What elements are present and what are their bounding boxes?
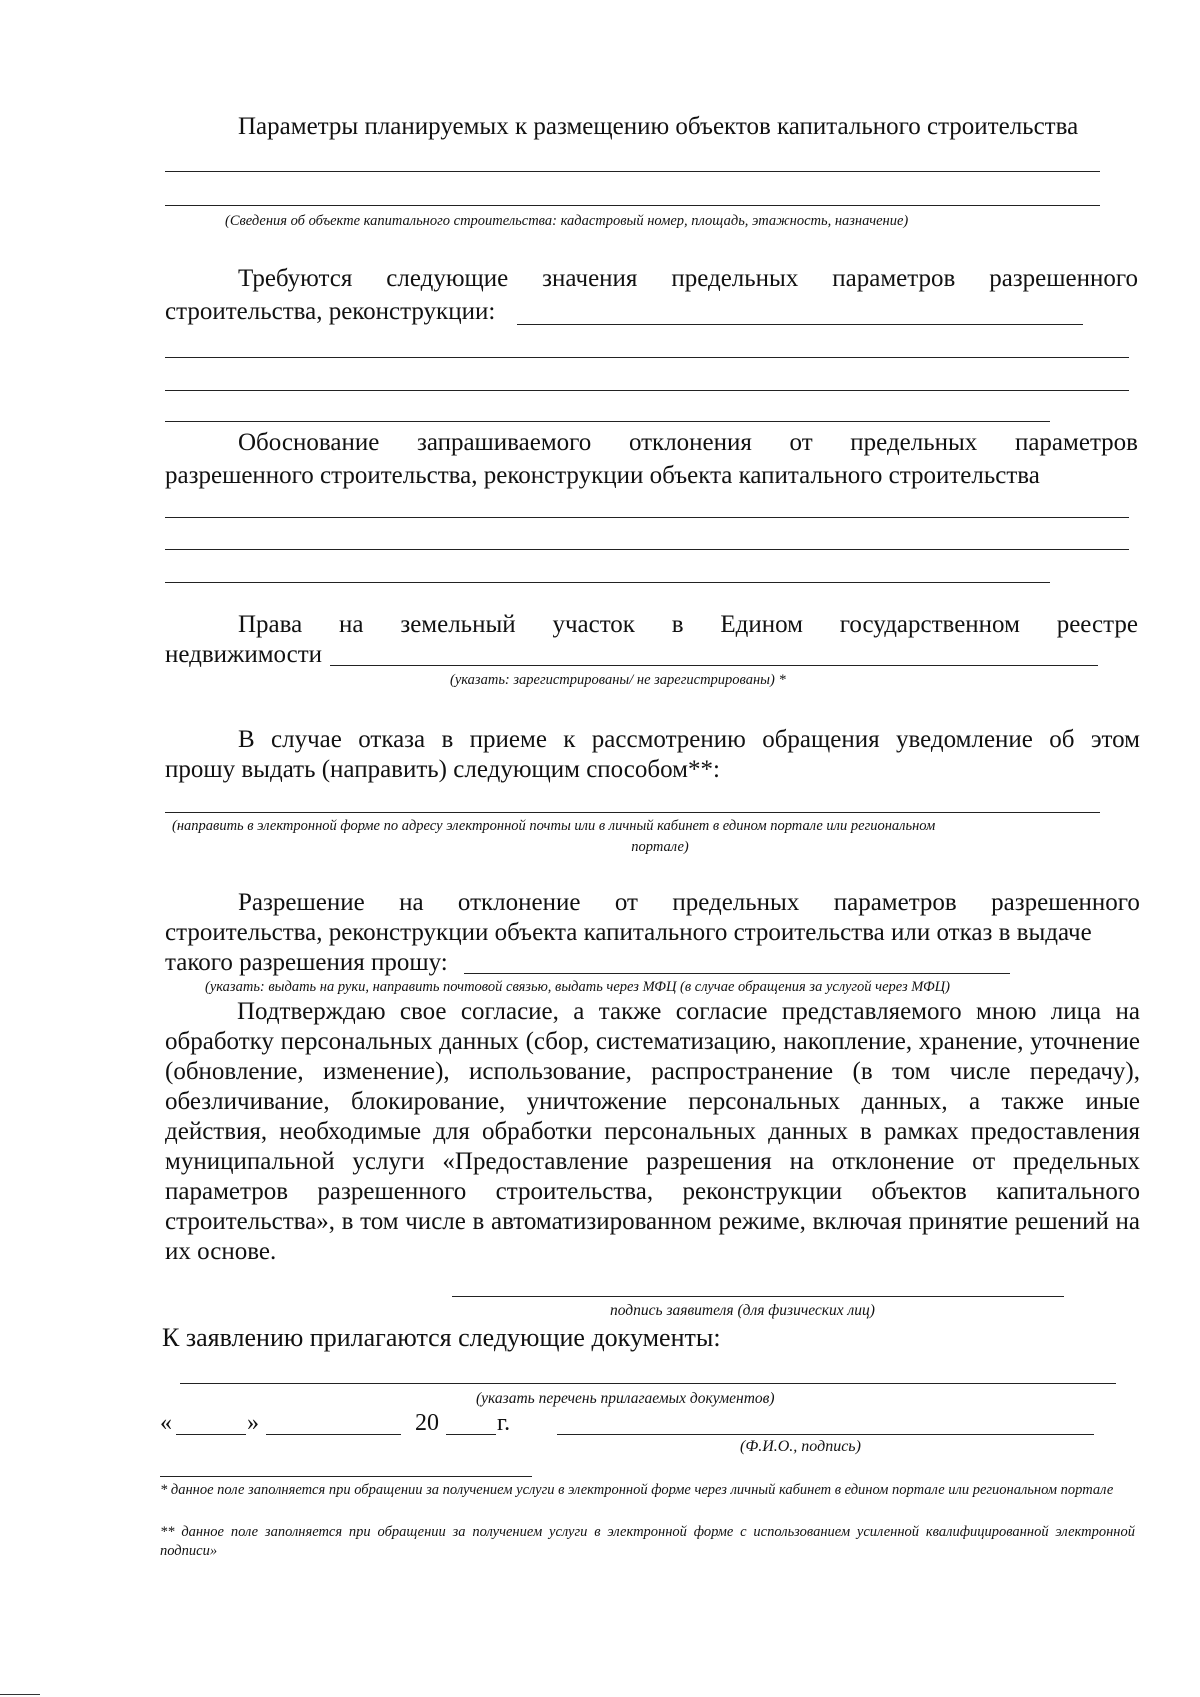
permission-line3: такого разрешения прошу: — [165, 949, 448, 976]
word: на — [339, 611, 364, 638]
word: параметров — [1014, 429, 1138, 456]
fio-note: (Ф.И.О., подпись) — [740, 1438, 861, 1455]
word: Обоснование — [238, 429, 380, 456]
refusal-line1 — [238, 725, 1140, 755]
footnote-1: * данное поле заполняется при обращении за получением услуги в электронной форме через личный кабинет в едином портале или региональном портале — [160, 1482, 1114, 1498]
word: на — [399, 889, 424, 916]
date-open-quote: « — [160, 1410, 172, 1436]
fill-line — [165, 549, 1129, 550]
word: государственном — [839, 611, 1020, 638]
required-line2: строительства, реконструкции: — [165, 298, 496, 325]
word: следующие — [386, 265, 509, 292]
word: значения — [542, 265, 638, 292]
fio-line — [557, 1434, 1094, 1435]
word: предельных — [850, 429, 978, 456]
word: от — [614, 889, 638, 916]
rights-note: (указать: зарегистрированы/ не зарегистрированы) * — [450, 672, 786, 688]
word: предельных — [671, 265, 799, 292]
fill-line — [165, 205, 1100, 206]
fill-line — [165, 517, 1129, 518]
word: в — [671, 611, 684, 638]
date-year-line — [446, 1434, 496, 1435]
fill-line — [330, 665, 1098, 666]
fill-line — [165, 357, 1129, 358]
word: отклонения — [628, 429, 752, 456]
refusal-text: В случае отказа в приеме к рассмотрению обращения уведомление об этом — [238, 726, 1140, 753]
fill-line — [517, 324, 1083, 325]
signature-line — [452, 1296, 1064, 1297]
word: участок — [552, 611, 635, 638]
attachments-heading: К заявлению прилагаются следующие документы: — [162, 1323, 721, 1352]
date-close-quote: » — [247, 1410, 259, 1436]
date-month-line — [266, 1434, 401, 1435]
refusal-line2: прошу выдать (направить) следующим способом**: — [165, 756, 720, 783]
word: параметров — [833, 889, 957, 916]
fill-line — [165, 582, 1050, 583]
date-day-line — [176, 1434, 246, 1435]
fill-line — [165, 812, 1100, 813]
justification-line1 — [238, 428, 1138, 458]
fill-line — [180, 1383, 1116, 1384]
word: от — [789, 429, 813, 456]
permission-line1 — [238, 888, 1140, 918]
word: Права — [238, 611, 303, 638]
required-line1 — [238, 264, 1138, 294]
refusal-note-line1: (направить в электронной форме по адресу электронной почты или в личный кабинет в едином портале или региональном — [172, 818, 936, 834]
section-title: Параметры планируемых к размещению объектов капитального строительства — [238, 113, 1079, 140]
permission-note: (указать: выдать на руки, направить почтовой связью, выдать через МФЦ (в случае обращения за услугой через МФЦ) — [205, 979, 950, 995]
footnote-2: ** данное поле заполняется при обращении за получением услуги в электронной форме с использованием усиленной квалифицированной электронной подписи» — [160, 1524, 1135, 1559]
word: Требуются — [238, 265, 353, 292]
word: предельных — [672, 889, 800, 916]
rights-line2: недвижимости — [165, 641, 323, 668]
attachments-note: (указать перечень прилагаемых документов) — [476, 1390, 775, 1407]
refusal-note-line2: портале) — [631, 839, 689, 855]
justification-line2: разрешенного строительства, реконструкции объекта капитального строительства — [165, 462, 1040, 489]
object-note: (Сведения об объекте капитального строительства: кадастровый номер, площадь, этажность, назначение) — [225, 213, 909, 229]
word: реестре — [1056, 611, 1138, 638]
word: Едином — [720, 611, 803, 638]
fill-line — [165, 171, 1100, 172]
word: Разрешение — [238, 889, 365, 916]
date-year-prefix: 20 — [415, 1410, 439, 1436]
fill-line — [165, 421, 1050, 422]
word: отклонение — [457, 889, 581, 916]
word: разрешенного — [991, 889, 1140, 916]
fill-line — [464, 973, 1010, 974]
permission-line2: строительства, реконструкции объекта капитального строительства или отказ в выдаче — [165, 919, 1092, 946]
consent-paragraph — [165, 997, 1140, 1267]
rights-line1 — [238, 610, 1138, 640]
word: запрашиваемого — [416, 429, 592, 456]
scan-edge-mark — [0, 1694, 40, 1695]
word: земельный — [400, 611, 516, 638]
word: параметров — [832, 265, 956, 292]
word: разрешенного — [989, 265, 1138, 292]
date-year-suffix: г. — [497, 1410, 511, 1436]
footnote-separator — [160, 1476, 532, 1477]
fill-line — [165, 390, 1129, 391]
signature-note: подпись заявителя (для физических лиц) — [610, 1302, 875, 1319]
consent-text: Подтверждаю свое согласие, а также согласие представляемого мною лица на обработку персональных данных (сбор, систематизацию, накопление, хранение, уточнение (обновление, изменение), использование, распространение (в том числе передачу), обезличивание, блокирование, уничтожение персональных данных, а также иные действия, необходимые для обработки персональных данных в рамках предоставления муниципальной услуги «Предоставление разрешения на отклонение от предельных параметров разрешенного строительства, реконструкции объектов капитального строительства», в том числе в автоматизированном режиме, включая принятие решений на их основе. — [165, 998, 1140, 1265]
